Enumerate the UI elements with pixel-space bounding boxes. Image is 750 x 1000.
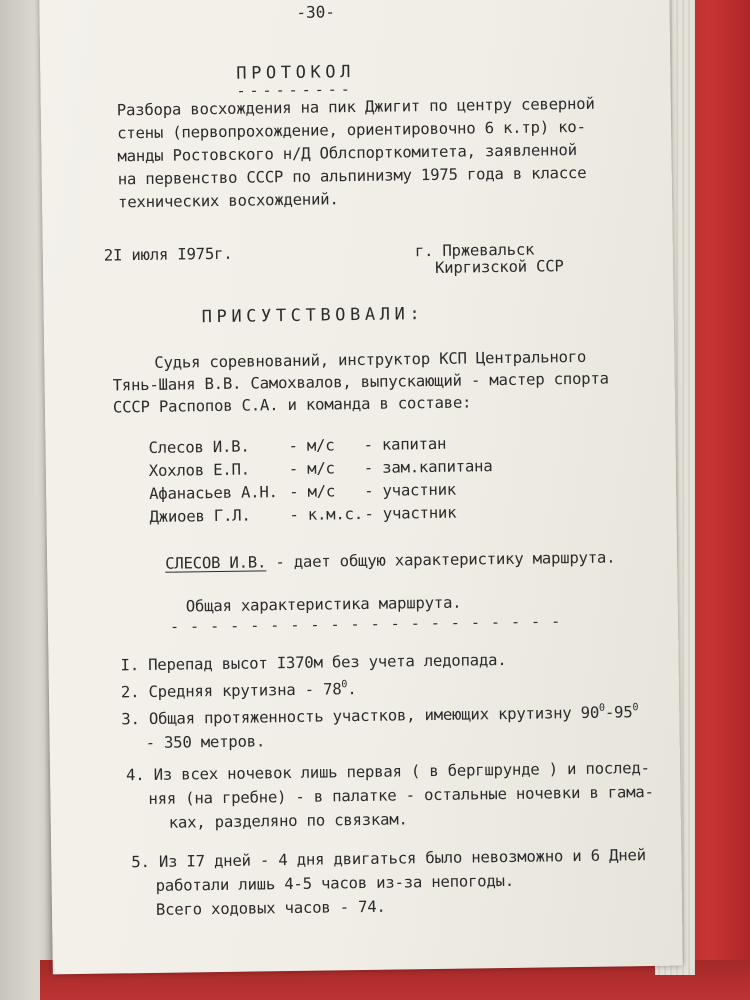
intro-line: стены (первопрохождение, ориентировочно 6 к.тр) ко- [117,117,586,143]
intro-line: на первенство СССР по альпинизму 1975 года в классе [117,163,587,189]
intro-line: Разбора восхождения на пик Джигит по центру северной [116,94,595,120]
degree-superscript: 0 [598,702,605,714]
list-item: 4. Из всех ночевок лишь первая ( в бергшрунде ) и послед- [125,758,650,785]
section-title: Общая характеристика маршрута. [185,593,462,616]
item-text: 3. Общая протяженность участков, имеющих крутизну 90 [121,703,600,729]
page-number: -30- [296,2,336,22]
attended-line: Тянь-Шаня В.В. Самохвалов, выпускающий - мастер спорта [112,369,609,395]
speaker-name: СЛЕСОВ И.В. [165,553,267,573]
member-rank: - м/с [289,482,336,502]
attended-line: СССР Распопов С.А. и команда в составе: [112,393,472,417]
place-city: г. Пржевальск [414,240,535,261]
member-rank: - к.м.с. [289,504,364,525]
member-role: - участник [364,503,457,523]
member-rank: - м/с [288,459,335,479]
list-item [120,679,357,702]
list-item: 5. Из I7 дней - 4 дня двигаться было невозможно и 6 Дней [131,846,646,872]
item-text-end: . [347,680,357,699]
list-item: I. Перепад высот I370м без учета ледопада. [120,650,507,675]
list-item-continuation: - 350 метров. [145,732,266,753]
title-underline: --------- [236,80,354,100]
degree-superscript: 0 [341,679,348,691]
item-text-mid: -95 [604,703,633,722]
member-role: - зам.капитана [363,457,493,477]
attended-heading: ПРИСУТСТВОВАЛИ: [201,304,425,328]
typed-page [39,0,683,974]
place-region: Киргизской ССР [434,257,564,277]
list-item-continuation: Всего ходовых часов - 74. [155,897,386,919]
section-underline: - - - - - - - - - - - - - - - - - - - - [169,612,562,636]
intro-line: манды Ростовского н/Д Облспорткомитета, заявленной [117,140,577,166]
member-name: Слесов И.В. [148,437,250,457]
list-item [121,702,639,729]
member-role: - участник [364,480,457,500]
member-role: - капитан [363,434,447,454]
member-rank: - м/с [288,436,335,456]
speaker-text: - дает общую характеристику маршрута. [266,548,616,572]
member-name: Джиоев Г.Л. [149,506,251,526]
list-item-continuation: няя (на гребне) - в палатке - остальные ночевки в гама- [148,782,654,808]
list-item-continuation: работали лишь 4-5 часов из-за непогоды. [155,871,515,895]
attended-line: Судья соревнований, инструктор КСП Центрального [154,347,587,372]
item-text: 2. Средняя крутизна - 78 [120,680,342,702]
intro-line: технических восхождений. [117,190,339,212]
member-name: Хохлов Е.П. [148,460,251,480]
document-date: 2I июля I975г. [103,244,233,265]
document-title: ПРОТОКОЛ [236,62,356,84]
speaker-line [165,550,615,572]
list-item-continuation: ках, разделяно по связкам. [168,810,408,832]
member-name: Афанасьев А.Н. [149,483,278,503]
degree-superscript: 0 [632,702,639,714]
